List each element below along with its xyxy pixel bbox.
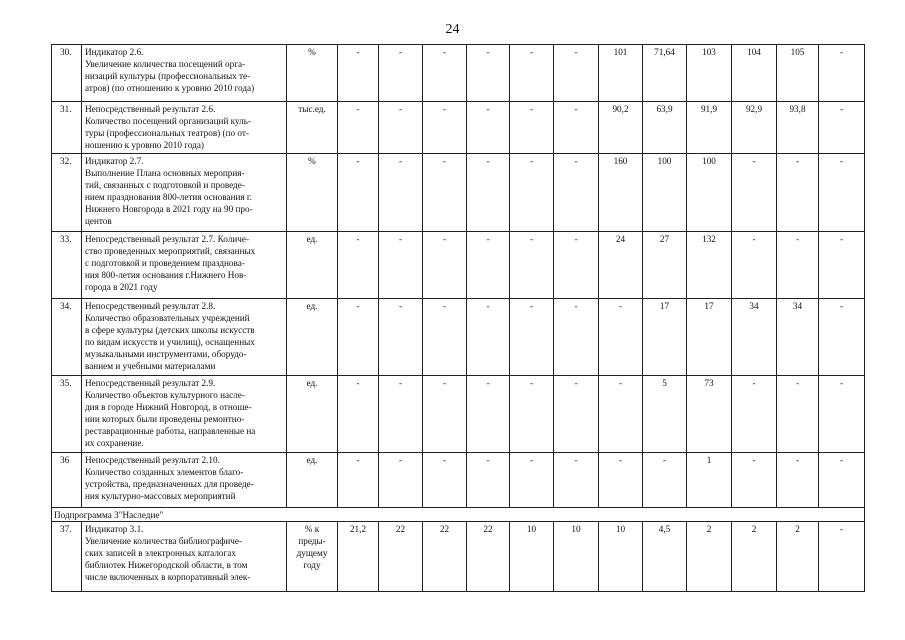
table-row <box>52 453 865 508</box>
value-cell: 10 <box>554 522 599 592</box>
value-cell: - <box>423 45 467 102</box>
value-cell: - <box>554 154 599 232</box>
value-cell: - <box>467 453 510 508</box>
value-cell: - <box>554 45 599 102</box>
value-cell: 21,2 <box>338 522 379 592</box>
value-cell: 17 <box>643 299 687 376</box>
value-cell: - <box>599 299 643 376</box>
indicator-description <box>82 45 287 102</box>
value-cell: - <box>379 154 423 232</box>
indicator-description-line: ния 800-летия основания г.Нижнего Нов- <box>85 270 247 281</box>
value-cell: 132 <box>687 232 732 299</box>
value-cell: - <box>510 45 554 102</box>
indicator-description-line: Количество посещений организаций куль- <box>85 116 252 127</box>
indicators-table <box>51 44 865 592</box>
value-cell: 92,9 <box>732 102 777 154</box>
value-cell: - <box>819 522 865 592</box>
value-cell: - <box>467 102 510 154</box>
unit-cell: ед. <box>287 299 338 376</box>
indicator-description-line: в сфере культуры (детских школы искусств <box>85 325 255 336</box>
table-row <box>52 522 865 592</box>
value-cell: 5 <box>643 376 687 453</box>
value-cell: - <box>510 102 554 154</box>
value-cell: 22 <box>467 522 510 592</box>
row-number: 36 <box>52 453 82 508</box>
unit-cell: ед. <box>287 232 338 299</box>
value-cell: - <box>599 376 643 453</box>
value-cell: 100 <box>643 154 687 232</box>
value-cell: 2 <box>732 522 777 592</box>
unit-cell: ед. <box>287 453 338 508</box>
value-cell: - <box>732 154 777 232</box>
value-cell: 2 <box>687 522 732 592</box>
indicator-description-line: ских записей в электронных каталогах <box>85 548 236 559</box>
unit-cell-line: дущему <box>296 548 328 559</box>
value-cell: - <box>423 154 467 232</box>
value-cell: - <box>777 376 819 453</box>
table-body <box>52 45 865 592</box>
value-cell: - <box>338 376 379 453</box>
row-number: 34. <box>52 299 82 376</box>
value-cell: - <box>379 45 423 102</box>
indicator-description-line: Увеличение количества библиографиче- <box>85 536 243 547</box>
value-cell: - <box>423 102 467 154</box>
indicator-description <box>82 376 287 453</box>
value-cell: 100 <box>687 154 732 232</box>
value-cell: - <box>510 299 554 376</box>
indicator-description-line: Индикатор 2.6. <box>85 47 144 57</box>
indicator-description-line: дия в городе Нижний Новгород, в отноше- <box>85 402 252 413</box>
indicator-description <box>82 453 287 508</box>
value-cell: 10 <box>510 522 554 592</box>
value-cell: - <box>819 232 865 299</box>
value-cell: - <box>423 376 467 453</box>
indicator-description-line: туры (профессиональных театров) (по от- <box>85 128 249 139</box>
indicator-description-line: Индикатор 3.1. <box>85 524 144 535</box>
value-cell: - <box>554 376 599 453</box>
value-cell: - <box>599 453 643 508</box>
indicator-description-line: нием празднования 800-летия основания г. <box>85 192 252 203</box>
value-cell: - <box>777 232 819 299</box>
value-cell: 27 <box>643 232 687 299</box>
value-cell: 63,9 <box>643 102 687 154</box>
value-cell: 73 <box>687 376 732 453</box>
value-cell: - <box>338 102 379 154</box>
value-cell: - <box>554 299 599 376</box>
value-cell: - <box>732 376 777 453</box>
value-cell: - <box>554 453 599 508</box>
value-cell: 104 <box>732 45 777 102</box>
value-cell: - <box>379 102 423 154</box>
value-cell: - <box>732 453 777 508</box>
indicator-description-line: центов <box>85 216 112 227</box>
value-cell: 17 <box>687 299 732 376</box>
unit-cell-line: % к преды- <box>298 524 326 547</box>
indicator-description-line: атров) (по отношению к уровню 2010 года) <box>85 83 255 94</box>
indicator-description-line: их сохранение. <box>85 438 144 449</box>
value-cell: 22 <box>379 522 423 592</box>
value-cell: 160 <box>599 154 643 232</box>
value-cell: 71,64 <box>643 45 687 102</box>
value-cell: 105 <box>777 45 819 102</box>
value-cell: - <box>643 453 687 508</box>
unit-cell <box>287 522 338 592</box>
value-cell: 1 <box>687 453 732 508</box>
value-cell: 34 <box>732 299 777 376</box>
indicator-description-line: ванием и учебными материалами <box>85 361 216 372</box>
indicator-description-line: по видам искусств и училищ), оснащенных <box>85 337 255 348</box>
unit-cell: ед. <box>287 376 338 453</box>
value-cell: - <box>467 232 510 299</box>
indicator-description-line: Выполнение Плана основных мероприя- <box>85 168 245 179</box>
row-number: 32. <box>52 154 82 232</box>
indicator-description-line: устройства, предназначенных для проведе- <box>85 479 254 490</box>
indicator-description-line: города в 2021 году <box>85 282 158 293</box>
value-cell: 93,8 <box>777 102 819 154</box>
value-cell: - <box>467 299 510 376</box>
value-cell: - <box>338 154 379 232</box>
value-cell: - <box>819 102 865 154</box>
indicator-description-line: Увеличение количества посещений орга- <box>85 59 246 70</box>
indicator-description-line: Непосредственный результат 2.10. <box>85 455 220 465</box>
value-cell: - <box>732 232 777 299</box>
indicator-description-line: ство проведенных мероприятий, связанных <box>85 246 256 257</box>
indicator-description <box>82 522 287 592</box>
indicator-description-line: числе включенных в корпоративный элек- <box>85 572 251 583</box>
value-cell: - <box>423 232 467 299</box>
value-cell: 22 <box>423 522 467 592</box>
indicator-description-line: Непосредственный результат 2.9. <box>85 378 216 388</box>
indicator-description-line: Непосредственный результат 2.6. <box>85 104 216 114</box>
page-number: 24 <box>445 22 460 37</box>
indicator-description-line: тий, связанных с подготовкой и проведе- <box>85 180 245 191</box>
indicator-description-line: ния культурно-массовых мероприятий <box>85 491 236 502</box>
indicator-description <box>82 154 287 232</box>
section-title: Подпрограмма 3"Наследие" <box>52 508 865 522</box>
value-cell: - <box>777 154 819 232</box>
table-row <box>52 299 865 376</box>
row-number: 33. <box>52 232 82 299</box>
value-cell: 90,2 <box>599 102 643 154</box>
table-row <box>52 154 865 232</box>
table-row <box>52 376 865 453</box>
unit-cell: % <box>287 154 338 232</box>
unit-cell: % <box>287 45 338 102</box>
value-cell: - <box>379 453 423 508</box>
value-cell: - <box>467 376 510 453</box>
value-cell: - <box>423 299 467 376</box>
value-cell: - <box>819 154 865 232</box>
indicator-description <box>82 102 287 154</box>
value-cell: - <box>338 453 379 508</box>
table-row <box>52 232 865 299</box>
value-cell: - <box>510 453 554 508</box>
indicator-description-line: библиотек Нижегородской области, в том <box>85 560 248 571</box>
indicator-description-line: Нижнего Новгорода в 2021 году на 90 про- <box>85 204 253 215</box>
row-number: 31. <box>52 102 82 154</box>
value-cell: - <box>379 232 423 299</box>
indicator-description-line: Количество созданных элементов благо- <box>85 467 244 478</box>
value-cell: - <box>423 453 467 508</box>
section-row <box>52 508 865 522</box>
value-cell: 101 <box>599 45 643 102</box>
value-cell: 10 <box>599 522 643 592</box>
indicator-description-line: с подготовкой и проведением празднова- <box>85 258 245 269</box>
unit-cell-line: году <box>303 560 321 571</box>
indicator-description-line: Непосредственный результат 2.7. Количе- <box>85 234 250 244</box>
indicator-description-line: Количество объектов культурного насле- <box>85 390 245 401</box>
indicator-description-line: ношению к уровню 2010 года) <box>85 140 204 151</box>
value-cell: - <box>554 232 599 299</box>
row-number: 30. <box>52 45 82 102</box>
value-cell: - <box>379 376 423 453</box>
indicator-description-line: реставрационные работы, направленные на <box>85 426 256 437</box>
indicator-description-line: нии которых были проведены ремонтно- <box>85 414 245 425</box>
value-cell: - <box>467 154 510 232</box>
value-cell: - <box>379 299 423 376</box>
value-cell: - <box>510 232 554 299</box>
value-cell: - <box>510 376 554 453</box>
value-cell: - <box>819 299 865 376</box>
value-cell: - <box>819 376 865 453</box>
indicator-description <box>82 232 287 299</box>
value-cell: - <box>819 45 865 102</box>
value-cell: - <box>819 453 865 508</box>
value-cell: - <box>338 299 379 376</box>
value-cell: - <box>777 453 819 508</box>
value-cell: 2 <box>777 522 819 592</box>
indicator-description-line: музыкальными инструментами, оборудо- <box>85 349 247 360</box>
indicator-description-line: низаций культуры (профессиональных те- <box>85 71 251 82</box>
unit-cell: тыс.ед. <box>287 102 338 154</box>
value-cell: 24 <box>599 232 643 299</box>
value-cell: - <box>510 154 554 232</box>
value-cell: 103 <box>687 45 732 102</box>
row-number: 37. <box>52 522 82 592</box>
value-cell: - <box>338 232 379 299</box>
indicator-description-line: Количество образовательных учреждений <box>85 313 250 324</box>
value-cell: 4,5 <box>643 522 687 592</box>
indicator-description-line: Непосредственный результат 2.8. <box>85 301 216 311</box>
value-cell: - <box>338 45 379 102</box>
value-cell: 91,9 <box>687 102 732 154</box>
indicator-description-line: Индикатор 2.7. <box>85 156 144 166</box>
value-cell: 34 <box>777 299 819 376</box>
row-number: 35. <box>52 376 82 453</box>
value-cell: - <box>467 45 510 102</box>
value-cell: - <box>554 102 599 154</box>
table-row <box>52 45 865 102</box>
table-row <box>52 102 865 154</box>
indicator-description <box>82 299 287 376</box>
